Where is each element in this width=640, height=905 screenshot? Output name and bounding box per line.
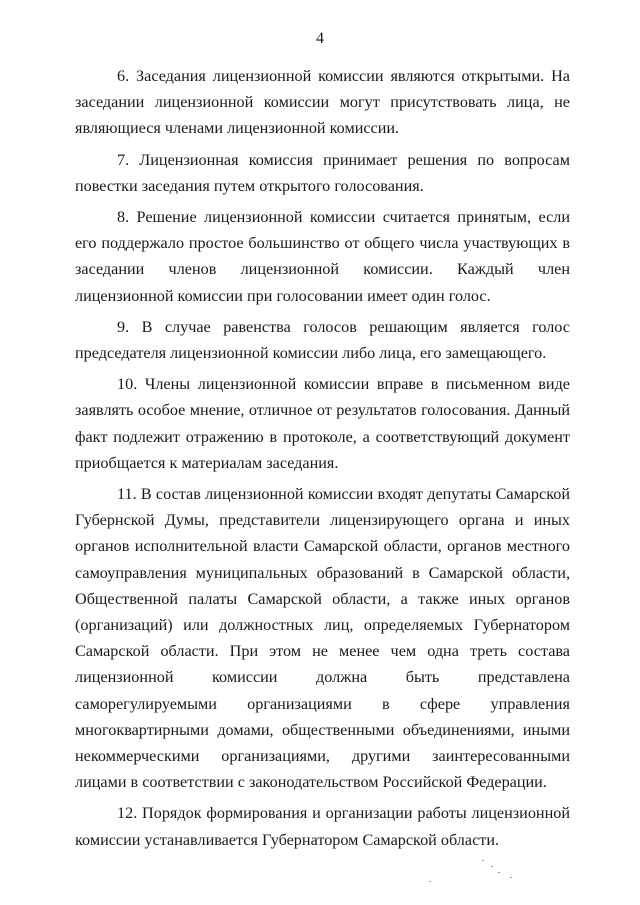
- paragraph-11: 11. В состав лицензионной комиссии входят депутаты Самарской Губернской Думы, представители лицензирующего органа и иных органов исполнительной власти Самарской области, органов местного самоуправления муниципальных образований в Самарской области, Общественной палаты Самарской области, а также иных органов (организаций) или должностных лиц, определяемых Губернатором Самарской области. При этом не менее чем одна треть состава лицензионной комиссии должна быть представлена саморегулируемыми организациями в сфере управления многоквартирными домами, общественными объединениями, иными некоммерческими организациями, другими заинтересованными лицами в соответствии с законодательством Российской Федерации.: [75, 485, 570, 792]
- scan-speck: [491, 866, 493, 867]
- paragraph-6: 6. Заседания лицензионной комиссии являются открытыми. На заседании лицензионной комиссии могут присутствовать лица, не являющиеся членами лицензионной комиссии.: [75, 67, 570, 138]
- paragraph-9: 9. В случае равенства голосов решающим является голос председателя лицензионной комиссии либо лица, его замещающего.: [75, 317, 570, 363]
- paragraph-12: 12. Порядок формирования и организации работы лицензионной комиссии устанавливается Губернатором Самарской области.: [75, 804, 570, 849]
- document-body: [75, 63, 570, 858]
- paragraph-7: 7. Лицензионная комиссия принимает решения по вопросам повестки заседания путем открытого голосования.: [75, 150, 570, 195]
- scan-speck: [498, 872, 500, 873]
- paragraph-10: 10. Члены лицензионной комиссии вправе в письменном виде заявлять особое мнение, отличное от результатов голосования. Данный факт подлежит отражению в протоколе, а соответствующий документ приобщается к материалам заседания.: [75, 375, 570, 472]
- paragraph-8: 8. Решение лицензионной комиссии считается принятым, если его поддержало простое большинство от общего числа участвующих в заседании членов лицензионной комиссии. Каждый член лицензионной комиссии при голосовании имеет один голос.: [75, 208, 570, 305]
- scan-speck: [510, 877, 512, 878]
- scan-speck: [429, 881, 431, 882]
- scan-speck: [482, 860, 484, 861]
- page-number: 4: [316, 30, 324, 47]
